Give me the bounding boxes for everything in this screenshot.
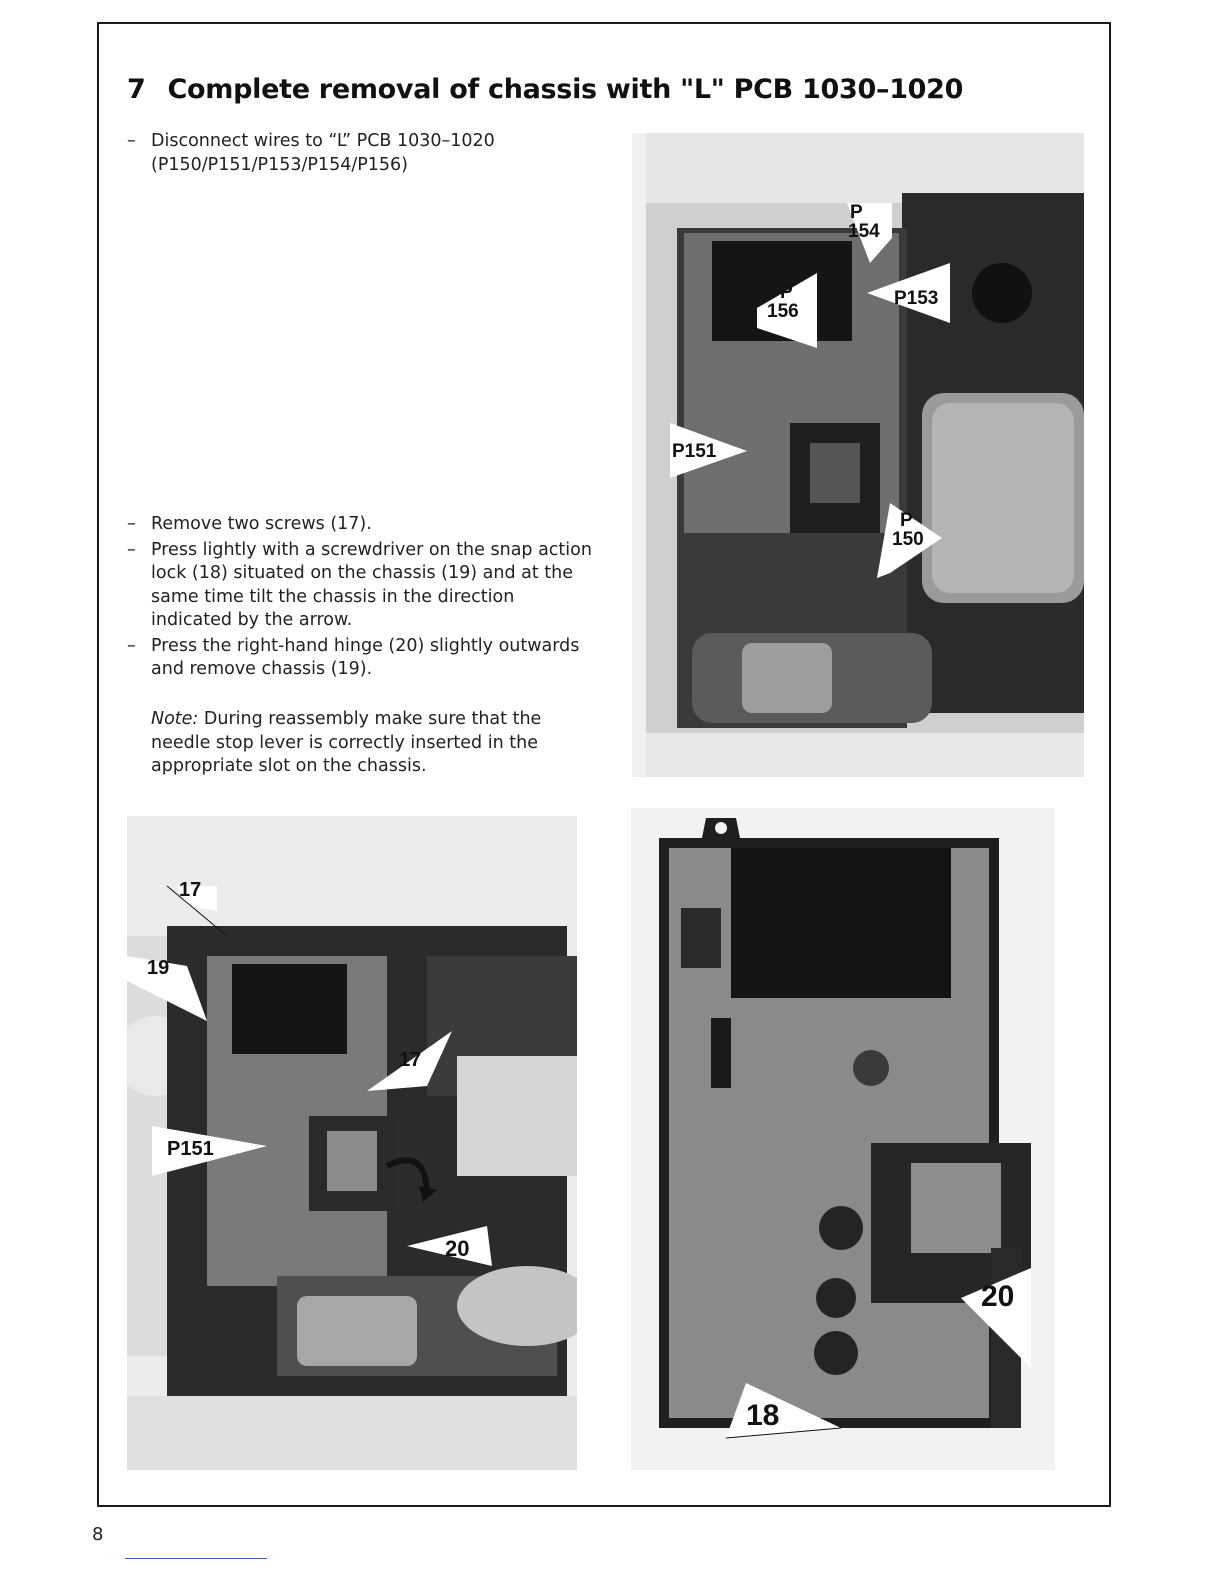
photo-pcb-installed xyxy=(632,133,1084,777)
callout-p156-top: P xyxy=(780,282,793,303)
callout-17-right: 17 xyxy=(399,1049,422,1071)
callout-20-pcb: 20 xyxy=(981,1280,1015,1313)
callout-p150-bottom: 150 xyxy=(892,529,924,550)
step-remove-screws: – Remove two screws (17). xyxy=(127,513,597,537)
photo-pcb-removed xyxy=(631,808,1055,1470)
page-number: 8 xyxy=(92,1524,104,1545)
step-press-hinge: – Press the right-hand hinge (20) slightly outwards and remove chassis (19). xyxy=(127,635,597,682)
callout-p151-lower: P151 xyxy=(167,1138,214,1160)
callout-p150-top: P xyxy=(900,510,913,531)
step-disconnect-wires: – Disconnect wires to “L” PCB 1030–1020 (P150/P151/P153/P154/P156) xyxy=(127,130,587,177)
steps-list-top xyxy=(127,130,587,179)
callout-p154-bottom: 154 xyxy=(848,221,880,242)
callout-20-lower-left: 20 xyxy=(445,1236,470,1261)
section-number: 7 xyxy=(127,74,146,105)
note-text: During reassembly make sure that the needle stop lever is correctly inserted in the appropriate slot on the chassis. xyxy=(151,709,542,776)
reassembly-note xyxy=(151,708,581,779)
callout-18: 18 xyxy=(746,1399,780,1432)
steps-list-bottom xyxy=(127,513,597,684)
callout-17-top: 17 xyxy=(179,879,202,901)
callout-19: 19 xyxy=(147,957,170,979)
photo-chassis-removal xyxy=(127,816,577,1470)
note-label: Note: xyxy=(151,709,199,729)
section-heading xyxy=(127,74,963,105)
footer-rule xyxy=(125,1558,267,1559)
callout-p156-bottom: 156 xyxy=(767,301,799,322)
section-title: Complete removal of chassis with "L" PCB 1030–1020 xyxy=(167,74,964,105)
callout-p151: P151 xyxy=(672,441,717,462)
callout-p154-top: P xyxy=(850,202,863,223)
callout-p153: P153 xyxy=(894,288,939,309)
step-press-snap-lock: – Press lightly with a screwdriver on the snap action lock (18) situated on the chassis (19) and at the same time tilt the chassis in the direction indicated by the arrow. xyxy=(127,539,597,633)
